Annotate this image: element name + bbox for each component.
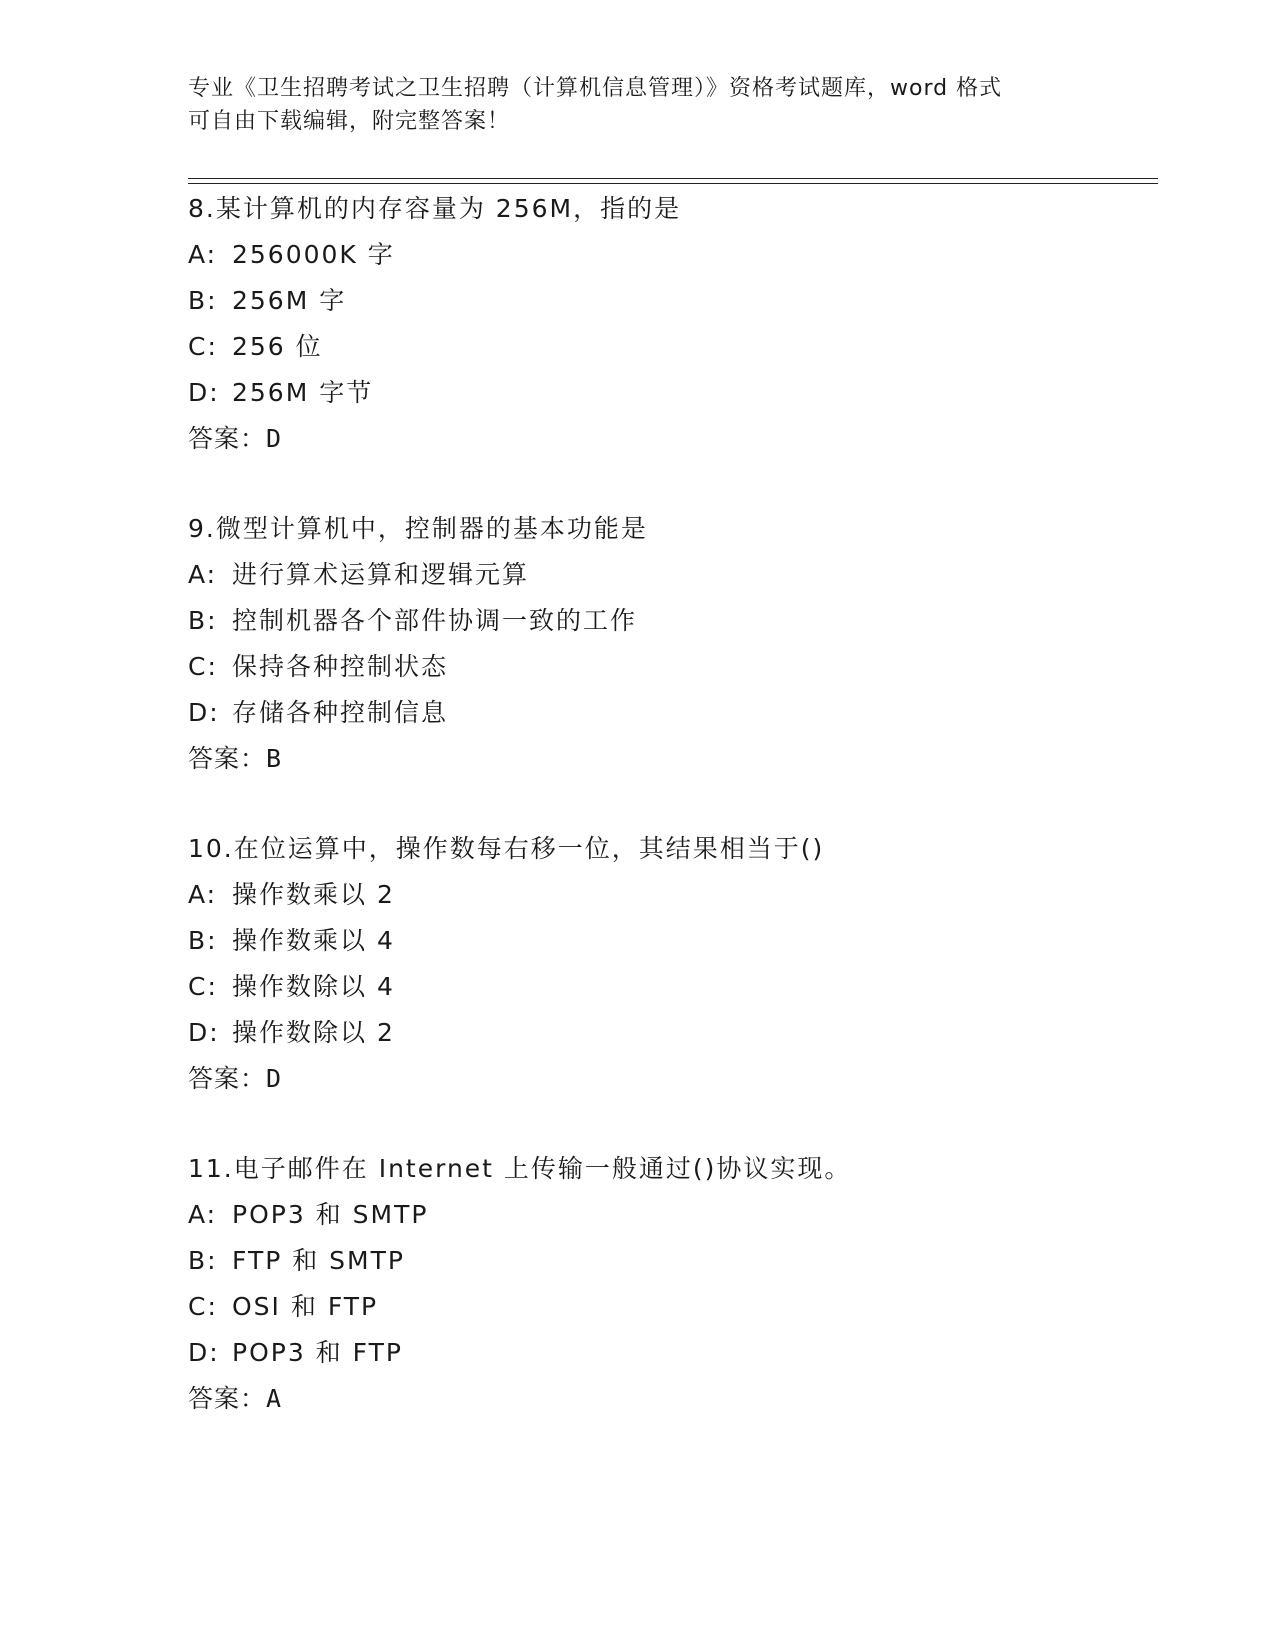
question-10 bbox=[188, 826, 1148, 1102]
option-a bbox=[188, 872, 1148, 918]
option-label: A: bbox=[188, 1200, 218, 1229]
option-d bbox=[188, 370, 1148, 416]
option-text: 保持各种控制状态 bbox=[232, 652, 449, 681]
answer-label: 答案： bbox=[188, 1384, 267, 1413]
option-text: POP3 和 SMTP bbox=[232, 1200, 429, 1229]
question-stem: 8.某计算机的内存容量为 256M，指的是 bbox=[188, 194, 682, 223]
question-stem: 9.微型计算机中，控制器的基本功能是 bbox=[188, 514, 648, 543]
option-text: 操作数乘以 4 bbox=[232, 926, 395, 955]
answer-value: B bbox=[266, 744, 283, 773]
option-d bbox=[188, 690, 1148, 736]
option-text: 256M 字节 bbox=[232, 378, 374, 407]
question-stem: 10.在位运算中，操作数每右移一位，其结果相当于() bbox=[188, 834, 825, 863]
option-b bbox=[188, 1238, 1148, 1284]
option-label: C: bbox=[188, 332, 218, 361]
option-d bbox=[188, 1010, 1148, 1056]
option-a bbox=[188, 552, 1148, 598]
question-8 bbox=[188, 186, 1148, 462]
option-label: A: bbox=[188, 560, 218, 589]
answer-line bbox=[188, 1056, 1148, 1102]
option-b bbox=[188, 918, 1148, 964]
option-label: A: bbox=[188, 240, 218, 269]
option-c bbox=[188, 1284, 1148, 1330]
option-text: 进行算术运算和逻辑元算 bbox=[232, 560, 530, 589]
option-label: B: bbox=[188, 926, 218, 955]
answer-line bbox=[188, 416, 1148, 462]
option-label: D: bbox=[188, 1018, 220, 1047]
option-c bbox=[188, 964, 1148, 1010]
question-11 bbox=[188, 1146, 1148, 1422]
option-text: 256 位 bbox=[232, 332, 323, 361]
option-b bbox=[188, 598, 1148, 644]
option-label: C: bbox=[188, 1292, 218, 1321]
option-text: OSI 和 FTP bbox=[232, 1292, 379, 1321]
option-label: B: bbox=[188, 606, 218, 635]
header-line-2: 可自由下载编辑，附完整答案！ bbox=[188, 109, 511, 134]
option-text: 操作数除以 4 bbox=[232, 972, 395, 1001]
answer-label: 答案： bbox=[188, 1064, 267, 1093]
option-text: 操作数乘以 2 bbox=[232, 880, 395, 909]
option-text: FTP 和 SMTP bbox=[232, 1246, 405, 1275]
answer-value: D bbox=[266, 424, 283, 453]
option-label: B: bbox=[188, 1246, 218, 1275]
option-text: 256M 字 bbox=[232, 286, 347, 315]
option-b bbox=[188, 278, 1148, 324]
header-divider-top bbox=[188, 178, 1158, 179]
option-c bbox=[188, 324, 1148, 370]
answer-label: 答案： bbox=[188, 744, 267, 773]
option-label: B: bbox=[188, 286, 218, 315]
option-text: 256000K 字 bbox=[232, 240, 395, 269]
option-c bbox=[188, 644, 1148, 690]
option-a bbox=[188, 232, 1148, 278]
answer-label: 答案： bbox=[188, 424, 267, 453]
option-label: A: bbox=[188, 880, 218, 909]
option-label: D: bbox=[188, 1338, 220, 1367]
option-a bbox=[188, 1192, 1148, 1238]
option-label: C: bbox=[188, 652, 218, 681]
option-d bbox=[188, 1330, 1148, 1376]
answer-value: A bbox=[266, 1384, 283, 1413]
option-label: D: bbox=[188, 698, 220, 727]
option-text: 控制机器各个部件协调一致的工作 bbox=[232, 606, 638, 635]
option-label: C: bbox=[188, 972, 218, 1001]
answer-line bbox=[188, 1376, 1148, 1422]
question-stem: 11.电子邮件在 Internet 上传输一般通过()协议实现。 bbox=[188, 1154, 852, 1183]
document-header bbox=[188, 72, 1088, 138]
option-label: D: bbox=[188, 378, 220, 407]
answer-line bbox=[188, 736, 1148, 782]
option-text: 存储各种控制信息 bbox=[232, 698, 449, 727]
answer-value: D bbox=[266, 1064, 283, 1093]
header-line-1: 专业《卫生招聘考试之卫生招聘（计算机信息管理）》资格考试题库，word 格式 bbox=[188, 76, 1003, 101]
option-text: 操作数除以 2 bbox=[232, 1018, 395, 1047]
question-9 bbox=[188, 506, 1148, 782]
option-text: POP3 和 FTP bbox=[232, 1338, 403, 1367]
header-divider-bottom bbox=[188, 183, 1158, 184]
